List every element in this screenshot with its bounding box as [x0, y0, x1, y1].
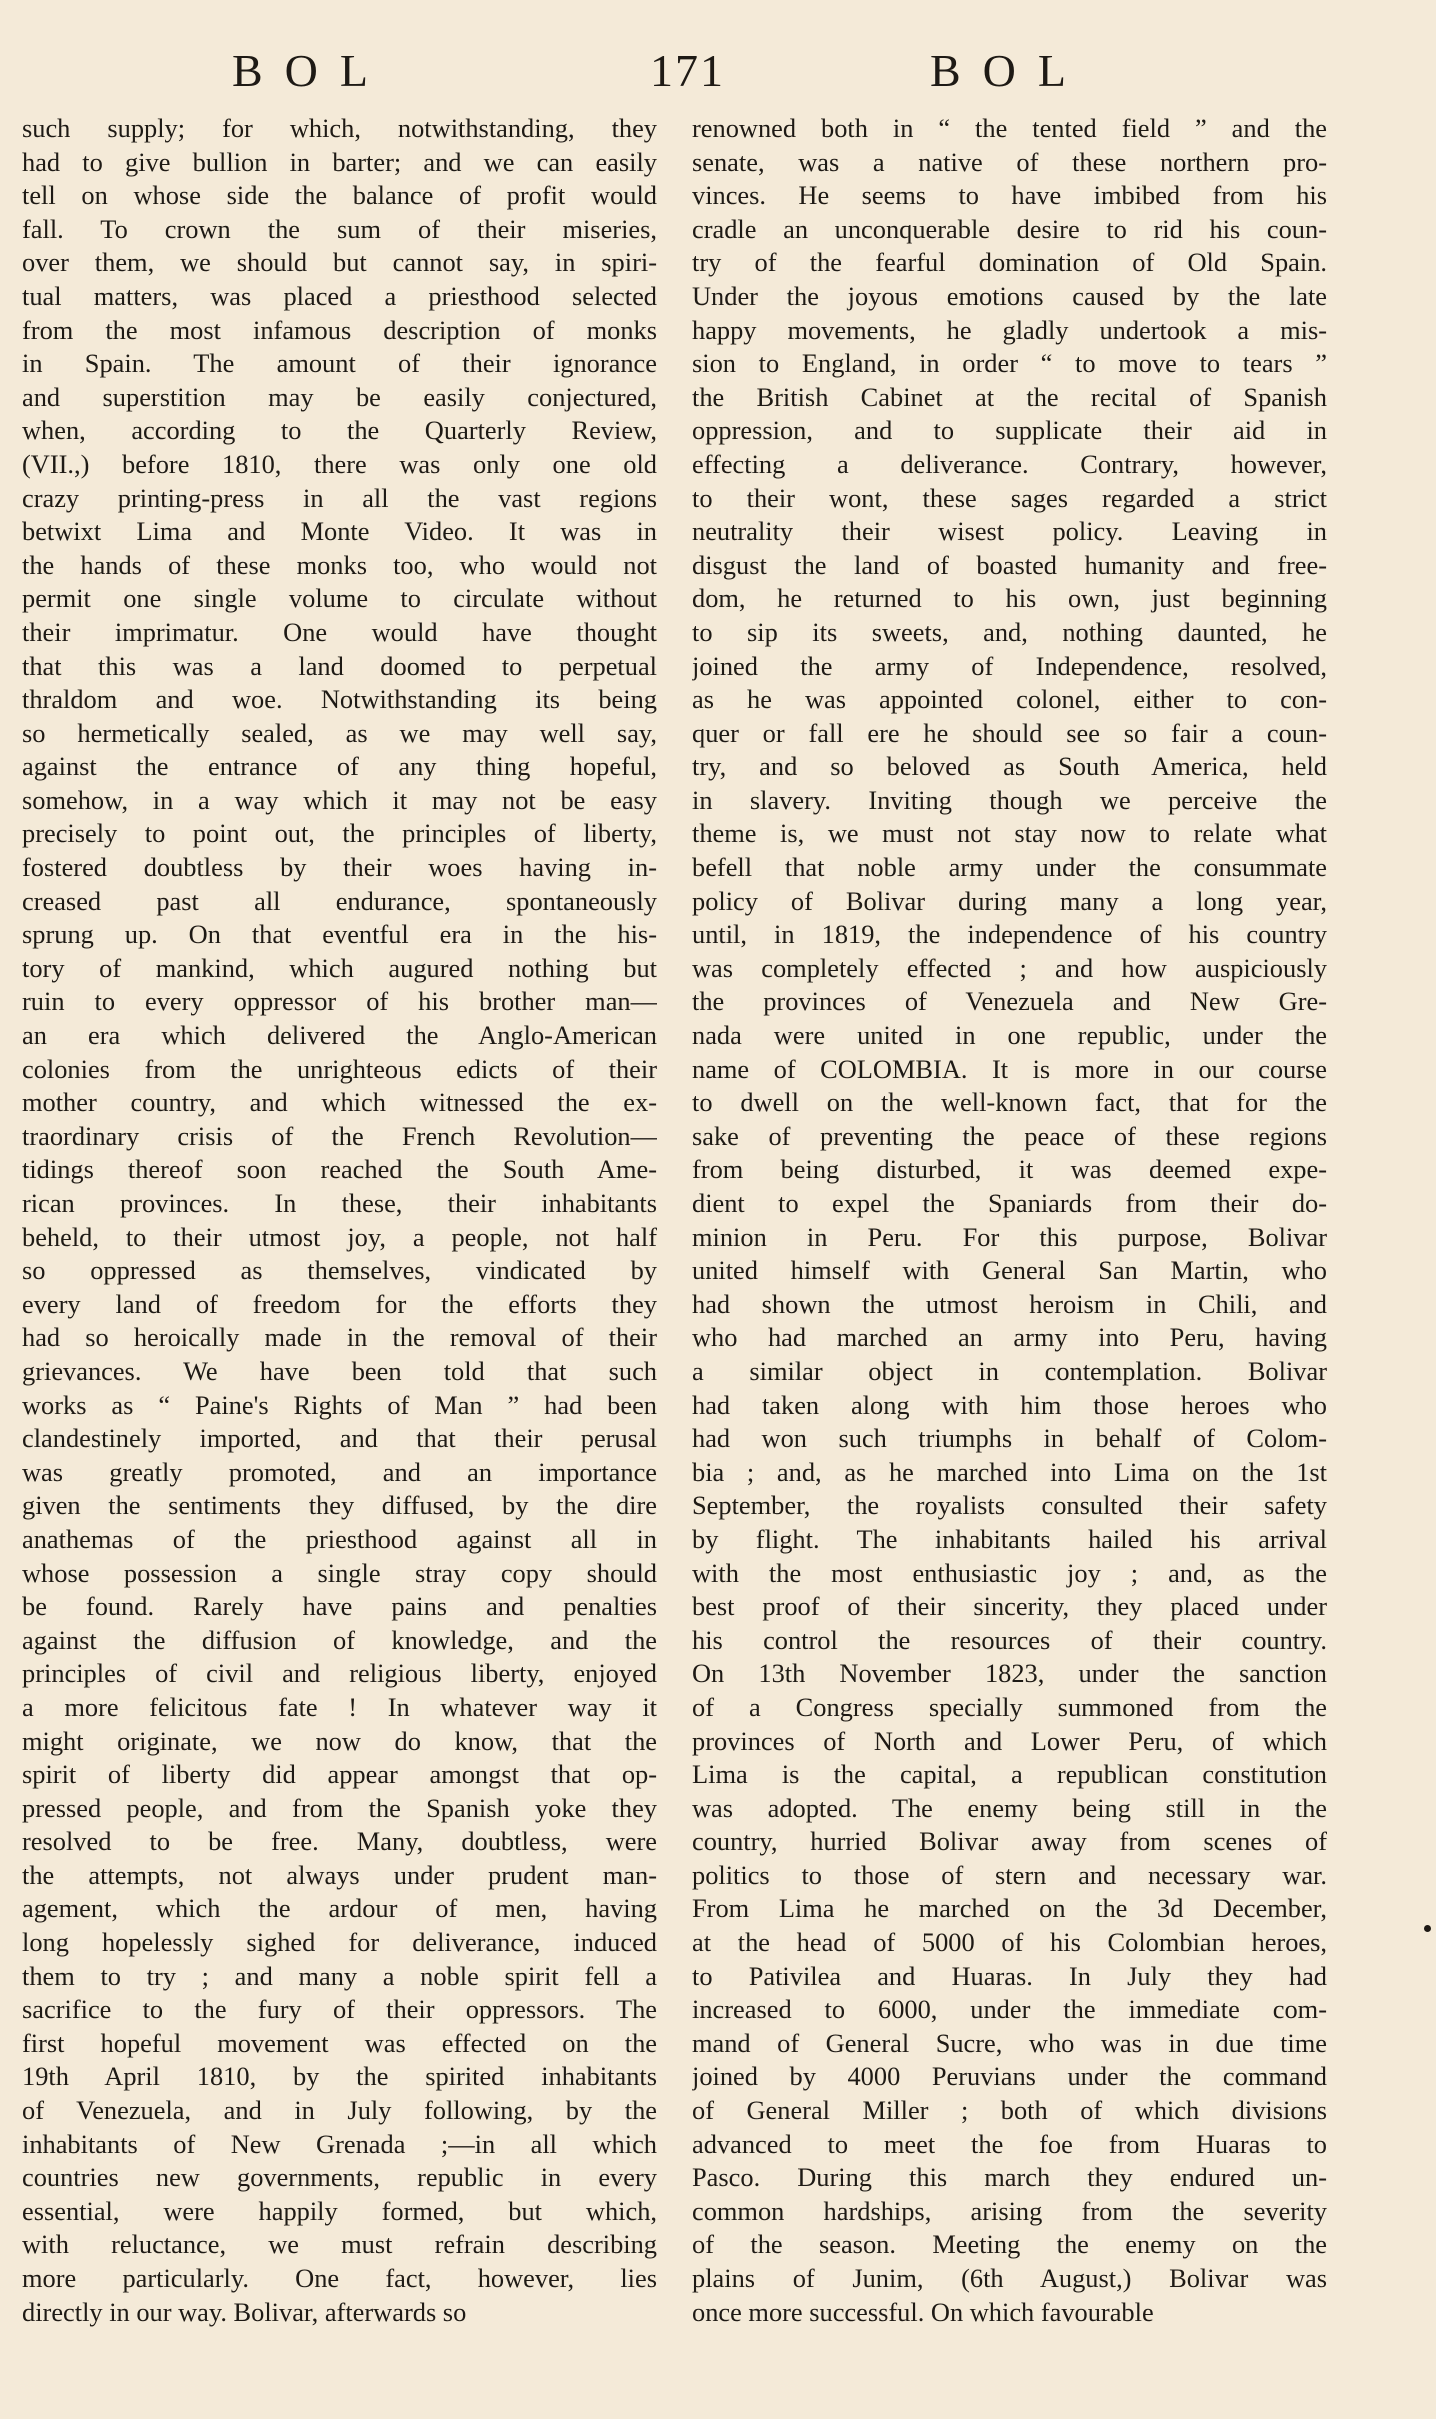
text-line: essential, were happily formed, but which, — [22, 2195, 657, 2226]
text-line: the provinces of Venezuela and New Gre- — [692, 986, 1327, 1017]
text-line: joined the army of Independence, resolved, — [692, 650, 1327, 681]
left-text-column — [22, 112, 657, 2329]
text-line: happy movements, he gladly undertook a mis- — [692, 314, 1327, 345]
page-number: 171 — [650, 45, 725, 96]
text-line: of General Miller ; both of which divisions — [692, 2095, 1327, 2126]
text-line: September, the royalists consulted their safety — [692, 1490, 1327, 1521]
text-line: senate, was a native of these northern pro- — [692, 146, 1327, 177]
running-head-right: BOL — [930, 45, 1088, 96]
text-line: 19th April 1810, by the spirited inhabitants — [22, 2061, 657, 2092]
text-line: Lima is the capital, a republican constitution — [692, 1759, 1327, 1790]
text-line: from the most infamous description of monks — [22, 314, 657, 345]
text-line: pressed people, and from the Spanish yoke they — [22, 1792, 657, 1823]
text-line: principles of civil and religious liberty, enjoyed — [22, 1658, 657, 1689]
text-line: (VII.,) before 1810, there was only one old — [22, 448, 657, 479]
text-line: as he was appointed colonel, either to con- — [692, 684, 1327, 715]
text-line: somehow, in a way which it may not be easy — [22, 784, 657, 815]
text-line: provinces of North and Lower Peru, of which — [692, 1725, 1327, 1756]
right-text-column — [692, 112, 1327, 2329]
text-line: first hopeful movement was effected on the — [22, 2027, 657, 2058]
text-line: creased past all endurance, spontaneously — [22, 885, 657, 916]
text-line: colonies from the unrighteous edicts of their — [22, 1053, 657, 1084]
text-line: resolved to be free. Many, doubtless, were — [22, 1826, 657, 1857]
text-line: try of the fearful domination of Old Spain. — [692, 247, 1327, 278]
text-line: befell that noble army under the consummate — [692, 852, 1327, 883]
text-line: rican provinces. In these, their inhabitants — [22, 1188, 657, 1218]
text-line: tual matters, was placed a priesthood selected — [22, 280, 657, 311]
text-line: of Venezuela, and in July following, by the — [22, 2095, 657, 2126]
text-line: with reluctance, we must refrain describing — [22, 2229, 657, 2260]
text-line: tidings thereof soon reached the South Ame- — [22, 1154, 657, 1185]
text-line: try, and so beloved as South America, held — [692, 751, 1327, 782]
text-line: who had marched an army into Peru, having — [692, 1322, 1327, 1353]
text-line: dient to expel the Spaniards from their do- — [692, 1188, 1327, 1218]
text-line: against the entrance of any thing hopeful, — [22, 751, 657, 782]
text-line: in slavery. Inviting though we perceive the — [692, 784, 1327, 815]
text-line: so hermetically sealed, as we may well say, — [22, 717, 657, 748]
text-line: of a Congress specially summoned from the — [692, 1691, 1327, 1722]
text-line: to dwell on the well-known fact, that for the — [692, 1087, 1327, 1118]
text-line: advanced to meet the foe from Huaras to — [692, 2128, 1327, 2159]
text-line: tory of mankind, which augured nothing but — [22, 952, 657, 983]
text-line: increased to 6000, under the immediate com- — [692, 1994, 1327, 2025]
text-line: the hands of these monks too, who would not — [22, 549, 657, 580]
text-line: From Lima he marched on the 3d December, — [692, 1893, 1327, 1924]
text-line: to their wont, these sages regarded a strict — [692, 482, 1327, 513]
text-line: neutrality their wisest policy. Leaving in — [692, 516, 1327, 547]
text-line: had won such triumphs in behalf of Colom- — [692, 1423, 1327, 1454]
margin-ink-dot — [1424, 1925, 1431, 1932]
text-line: directly in our way. Bolivar, afterwards so — [22, 2296, 467, 2327]
text-line: bia ; and, as he marched into Lima on the 1st — [692, 1456, 1327, 1487]
text-line: over them, we should but cannot say, in spiri- — [22, 247, 657, 278]
text-line: traordinary crisis of the French Revolution— — [22, 1120, 657, 1151]
text-line: until, in 1819, the independence of his country — [692, 919, 1327, 950]
text-line: that this was a land doomed to perpetual — [22, 650, 657, 681]
text-line: plains of Junim, (6th August,) Bolivar was — [692, 2263, 1327, 2293]
text-line: agement, which the ardour of men, having — [22, 1893, 657, 1924]
text-line: against the diffusion of knowledge, and the — [22, 1624, 657, 1655]
running-head — [0, 44, 1436, 104]
text-line: common hardships, arising from the severity — [692, 2195, 1327, 2226]
text-line: whose possession a single stray copy should — [22, 1557, 657, 1588]
text-line: once more successful. On which favourable — [692, 2296, 1154, 2327]
text-line: a similar object in contemplation. Bolivar — [692, 1355, 1327, 1386]
text-line: to sip its sweets, and, nothing daunted, he — [692, 616, 1327, 647]
text-line: was adopted. The enemy being still in the — [692, 1792, 1327, 1823]
text-line: be found. Rarely have pains and penalties — [22, 1591, 657, 1622]
text-line: the attempts, not always under prudent man- — [22, 1859, 657, 1890]
text-line: inhabitants of New Grenada ;—in all which — [22, 2128, 657, 2159]
text-line: sprung up. On that eventful era in the his- — [22, 919, 657, 950]
text-line: might originate, we now do know, that the — [22, 1725, 657, 1756]
text-line: at the head of 5000 of his Colombian heroes, — [692, 1927, 1327, 1958]
text-line: mand of General Sucre, who was in due time — [692, 2027, 1327, 2058]
text-line: quer or fall ere he should see so fair a coun- — [692, 717, 1327, 748]
text-line: beheld, to their utmost joy, a people, not half — [22, 1221, 657, 1252]
text-line: had so heroically made in the removal of their — [22, 1322, 657, 1353]
text-line: permit one single volume to circulate without — [22, 583, 657, 614]
text-line: minion in Peru. For this purpose, Bolivar — [692, 1221, 1327, 1252]
text-line: fostered doubtless by their woes having in- — [22, 852, 657, 883]
text-line: and superstition may be easily conjectured, — [22, 381, 657, 412]
text-line: vinces. He seems to have imbibed from his — [692, 180, 1327, 211]
text-line: long hopelessly sighed for deliverance, induced — [22, 1927, 657, 1958]
text-line: the British Cabinet at the recital of Spanish — [692, 381, 1327, 412]
text-line: in Spain. The amount of their ignorance — [22, 348, 657, 379]
text-line: a more felicitous fate ! In whatever way it — [22, 1691, 657, 1722]
text-line: their imprimatur. One would have thought — [22, 616, 657, 647]
text-line: was greatly promoted, and an importance — [22, 1456, 657, 1487]
text-line: fall. To crown the sum of their miseries, — [22, 213, 657, 244]
text-line: tell on whose side the balance of profit would — [22, 180, 657, 211]
text-line: effecting a deliverance. Contrary, however, — [692, 448, 1327, 479]
text-line: disgust the land of boasted humanity and free- — [692, 549, 1327, 580]
running-head-left: BOL — [232, 45, 390, 96]
text-line: renowned both in “ the tented field ” and the — [692, 113, 1327, 143]
text-line: by flight. The inhabitants hailed his arrival — [692, 1523, 1327, 1554]
text-line: best proof of their sincerity, they placed under — [692, 1591, 1327, 1622]
text-line: had to give bullion in barter; and we can easily — [22, 146, 657, 177]
text-line: precisely to point out, the principles of liberty, — [22, 818, 657, 849]
text-line: Under the joyous emotions caused by the late — [692, 280, 1327, 311]
text-line: clandestinely imported, and that their perusal — [22, 1423, 657, 1454]
text-line: sion to England, in order “ to move to tears ” — [692, 348, 1327, 379]
text-line: had shown the utmost heroism in Chili, and — [692, 1288, 1327, 1319]
text-line: to Pativilea and Huaras. In July they had — [692, 1960, 1327, 1991]
text-line: theme is, we must not stay now to relate what — [692, 818, 1327, 849]
text-line: had taken along with him those heroes who — [692, 1389, 1327, 1420]
text-line: grievances. We have been told that such — [22, 1355, 657, 1386]
text-line: spirit of liberty did appear amongst that op- — [22, 1759, 657, 1790]
text-line: more particularly. One fact, however, lies — [22, 2263, 657, 2293]
text-line: dom, he returned to his own, just beginning — [692, 583, 1327, 614]
text-line: so oppressed as themselves, vindicated by — [22, 1255, 657, 1286]
text-line: united himself with General San Martin, who — [692, 1255, 1327, 1286]
text-line: country, hurried Bolivar away from scenes of — [692, 1826, 1327, 1857]
text-line: an era which delivered the Anglo-American — [22, 1020, 657, 1051]
text-line: joined by 4000 Peruvians under the command — [692, 2061, 1327, 2092]
text-line: anathemas of the priesthood against all in — [22, 1523, 657, 1554]
text-line: mother country, and which witnessed the ex- — [22, 1087, 657, 1118]
text-line: his control the resources of their country. — [692, 1624, 1327, 1655]
text-line: sake of preventing the peace of these regions — [692, 1120, 1327, 1151]
text-line: thraldom and woe. Notwithstanding its being — [22, 684, 657, 715]
text-line: betwixt Lima and Monte Video. It was in — [22, 516, 657, 547]
text-line: of the season. Meeting the enemy on the — [692, 2229, 1327, 2260]
text-line: from being disturbed, it was deemed expe- — [692, 1154, 1327, 1185]
text-line: cradle an unconquerable desire to rid his coun- — [692, 213, 1327, 244]
text-line: name of COLOMBIA. It is more in our course — [692, 1053, 1327, 1084]
text-line: ruin to every oppressor of his brother man— — [22, 986, 657, 1017]
text-line: works as “ Paine's Rights of Man ” had been — [22, 1389, 657, 1420]
text-line: nada were united in one republic, under the — [692, 1020, 1327, 1051]
text-line: oppression, and to supplicate their aid in — [692, 415, 1327, 446]
text-line: sacrifice to the fury of their oppressors. The — [22, 1994, 657, 2025]
text-line: when, according to the Quarterly Review, — [22, 415, 657, 446]
text-line: such supply; for which, notwithstanding, they — [22, 113, 657, 143]
text-line: On 13th November 1823, under the sanction — [692, 1658, 1327, 1689]
text-line: Pasco. During this march they endured un- — [692, 2162, 1327, 2193]
text-line: crazy printing-press in all the vast regions — [22, 482, 657, 513]
text-line: given the sentiments they diffused, by the dire — [22, 1490, 657, 1521]
text-line: politics to those of stern and necessary war. — [692, 1859, 1327, 1890]
text-line: with the most enthusiastic joy ; and, as the — [692, 1557, 1327, 1588]
text-line: was completely effected ; and how auspiciously — [692, 952, 1327, 983]
text-line: countries new governments, republic in every — [22, 2162, 657, 2193]
text-line: them to try ; and many a noble spirit fell a — [22, 1960, 657, 1991]
text-line: policy of Bolivar during many a long year, — [692, 885, 1327, 916]
text-line: every land of freedom for the efforts they — [22, 1288, 657, 1319]
